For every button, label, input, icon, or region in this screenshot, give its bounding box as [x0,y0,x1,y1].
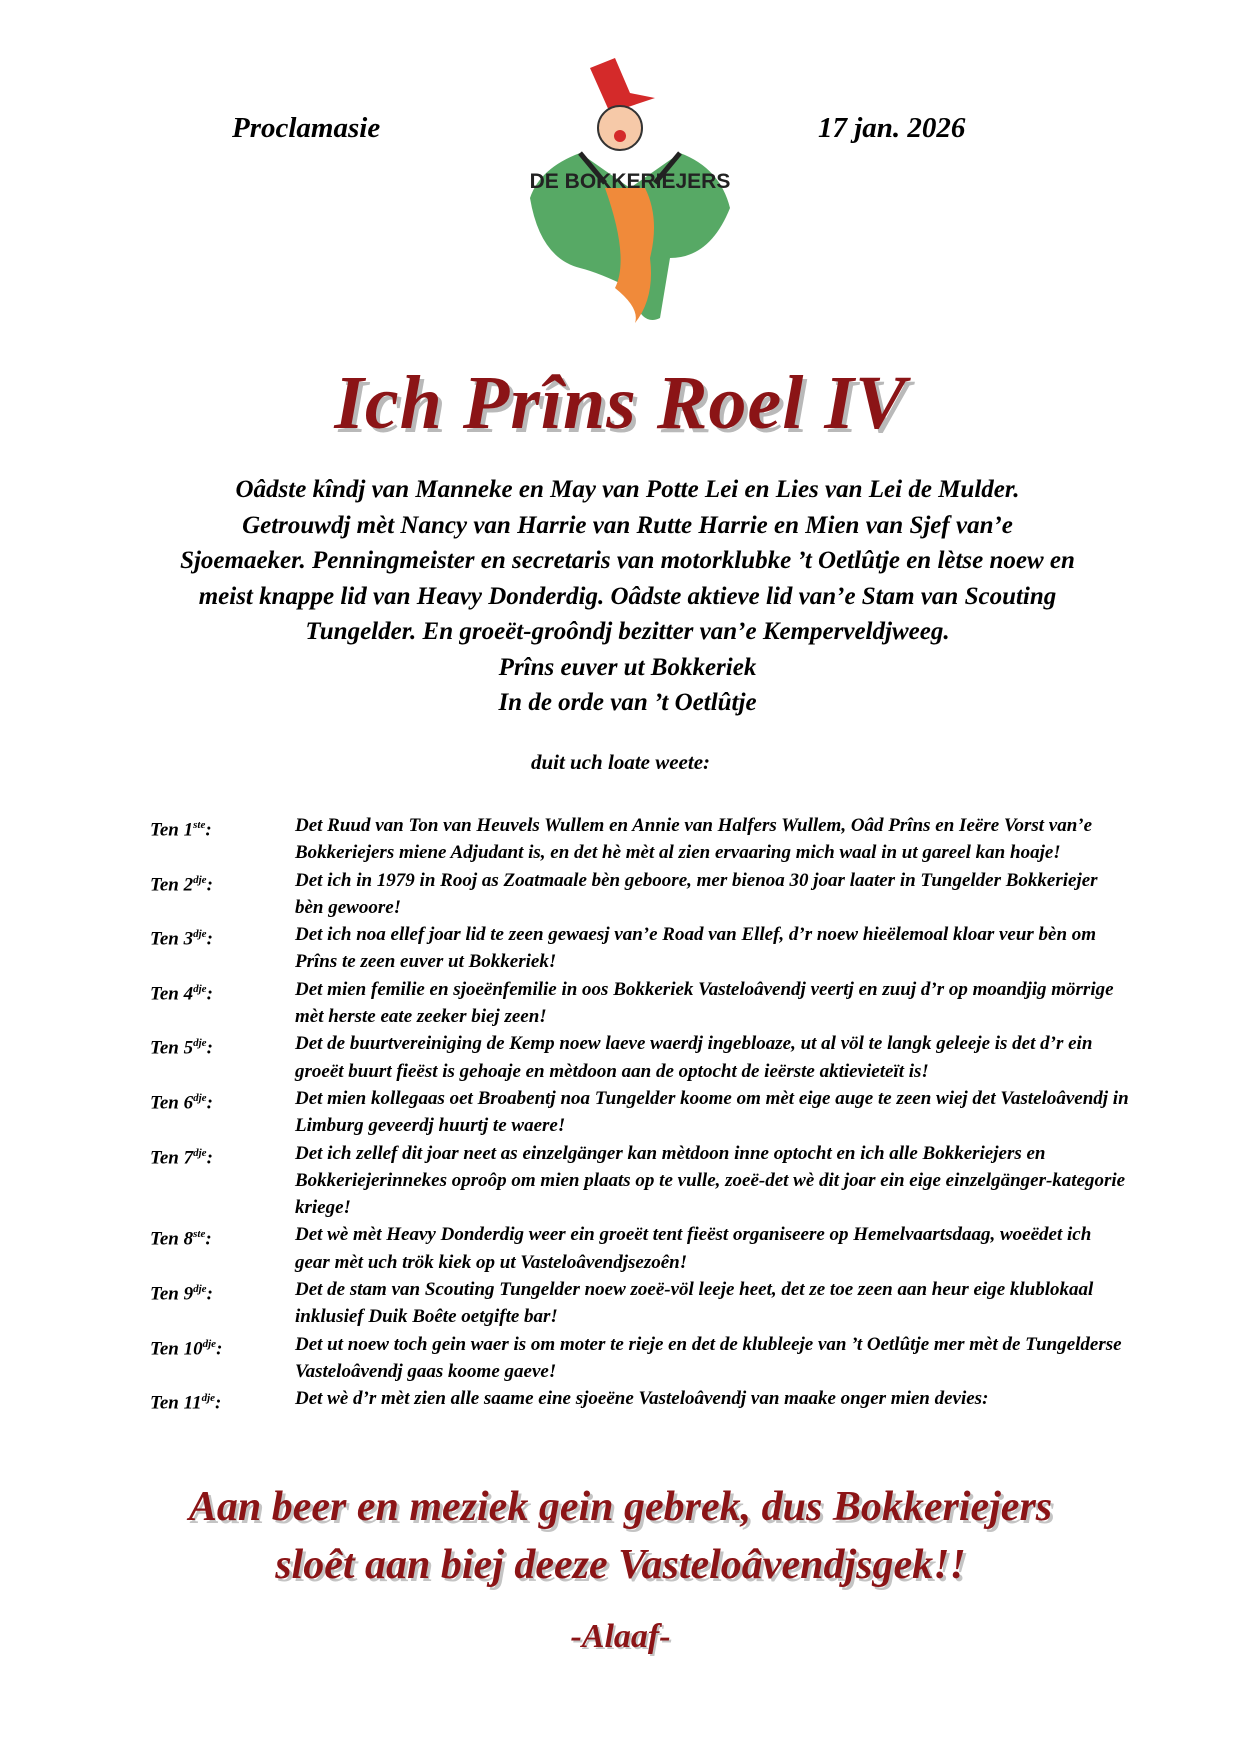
item-text: Det ut noew toch gein waer is om moter te rieje en det de klubleeje van ’t Oetlûtje mer mèt de Tungelderse Vasteloâvendj gaas koome gaeve! [295,1333,1122,1382]
list-item [150,867,1130,922]
item-suffix: dje [201,1392,216,1405]
intro-line: Tungelder. En groeët-groôndj bezitter van’e Kemperveldjweeg. [305,618,950,645]
item-suffix: ste [193,819,206,831]
intro-line: meist knappe lid van Heavy Donderdig. Oâdste aktieve lid van’e Stam van Scouting [198,582,1057,610]
item-suffix: dje [193,1091,207,1104]
item-suffix: dje [193,1283,207,1296]
item-number: Ten $6^{dje}$: [150,1091,213,1114]
item-number: Ten $5^{dje}$: [150,1037,213,1059]
intro-line: Prîns euver ut Bokkeriek [498,653,757,681]
list-item [150,976,1130,1031]
item-suffix: dje [193,1146,207,1159]
item-number: Ten $11^{dje}$: [150,1392,222,1414]
intro-line: Sjoemaeker. Penningmeister en secretaris van motorklubke ’t Oetlûtje en lètse noew en [180,547,1075,574]
closing-line: Aan beer en meziek gein gebrek, dus Bokkeriejers [188,1484,1053,1530]
list-item [150,1331,1130,1386]
list-item [150,1221,1130,1276]
item-number: Ten $10^{dje}$: [150,1337,223,1359]
item-text: Det mien femilie en sjoeënfemilie in oos Bokkeriek Vasteloâvendj veertj en zuuj d’r op moandjig mörrige mèt herste eate zeeker biej zeen! [295,978,1114,1028]
item-number: Ten $9^{dje}$: [150,1283,213,1305]
list-item [150,1140,1130,1222]
item-number: Ten $7^{dje}$: [150,1146,213,1168]
list-item [150,812,1130,867]
item-text: Det de buurtvereiniging de Kemp noew laeve waerdj ingebloaze, ut al völ te langk geleeje is det d’r ein groeët buurt fieëst is gehoaje en mètdoon aan de optocht de ieërste aktievieteït is! [295,1033,1093,1082]
list-item [150,1276,1130,1331]
proclamation-list [150,812,1130,1417]
closing-line: sloêt aan biej deeze Vasteloâvendjsgek!! [275,1542,966,1588]
item-number: Ten $2^{dje}$: [150,873,213,895]
item-number: Ten $3^{dje}$: [150,928,213,950]
document-type: Proclamasie [232,112,381,144]
intro-line: In de orde van ’t Oetlûtje [498,689,757,716]
item-suffix: dje [193,928,207,941]
item-text: Det ich zellef dit joar neet as einzelgänger kan mètdoon inne optocht en ich alle Bokkeriejers en Bokkeriejerinnekes oproôp om mien plaats op te vulle, zoeë-det wè dit joar ein eige einzelgänger-kategorie kriege! [295,1142,1126,1219]
list-item [150,1085,1130,1140]
closing-motto [0,1478,1241,1594]
item-number: Ten 8ste: [150,1228,212,1250]
logo-text: DE BOKKERIEJERS [529,170,731,193]
announcement: duit uch loate weete: [530,750,711,774]
list-item [150,1385,1130,1417]
item-number: Ten $4^{dje}$: [150,982,213,1005]
item-suffix: ste [193,1228,206,1241]
page-title: Ich Prîns Roel IV [334,361,907,445]
item-text: Det wè mèt Heavy Donderdig weer ein groeët tent fieëst organiseere op Hemelvaartsdaag, woeëdet ich gear mèt uch trök kiek op ut Vasteloâvendjsezoên! [295,1224,1092,1273]
intro-line: Oâdste kîndj van Manneke en May van Potte Lei en Lies van Lei de Mulder. [235,476,1020,503]
item-suffix: dje [193,1037,207,1050]
intro-line: Getrouwdj mèt Nancy van Harrie van Rutte Harrie en Mien van Sjef van’e [242,511,1013,539]
item-suffix: dje [202,1337,217,1350]
item-text: Det ich noa ellef joar lid te zeen gewaesj van’e Road van Ellef, d’r noew hieëlemoal kloar veur bèn om Prîns te zeen euver ut Bokkeriek! [295,924,1097,973]
bokkeriejers-logo [520,58,740,328]
item-text: Det ich in 1979 in Rooj as Zoatmaale bèn geboore, mer bienoa 30 joar laater in Tungelder Bokkeriejer bèn gewoore! [295,869,1098,918]
item-text: Det de stam van Scouting Tungelder noew zoeë-völ leeje heet, det ze toe zeen aan heur eige klublokaal inklusief Duik Boête oetgifte bar! [295,1279,1094,1328]
item-suffix: dje [193,982,207,995]
item-text: Det Ruud van Ton van Heuvels Wullem en Annie van Halfers Wullem, Oâd Prîns en Ieëre Vorst van’e Bokkeriejers miene Adjudant is, en det hè mèt al zien ervaaring mich waal in ut gareel kan hoaje! [295,815,1093,864]
item-text: Det mien kollegaas oet Broabentj noa Tungelder koome om mèt eige auge te zeen wiej det Vasteloâvendj in Limburg geveerdj huurtj te waere! [295,1087,1129,1137]
item-suffix: dje [193,873,207,886]
item-number: Ten 1ste: [150,819,212,841]
list-item [150,921,1130,976]
signoff: -Alaaf- [570,1618,671,1655]
intro-paragraph [140,472,1115,721]
item-text: Det wè d’r mèt zien alle saame eine sjoeëne Vasteloâvendj van maake onger mien devies: [295,1388,989,1410]
list-item [150,1030,1130,1085]
document-date: 17 jan. 2026 [818,112,966,144]
